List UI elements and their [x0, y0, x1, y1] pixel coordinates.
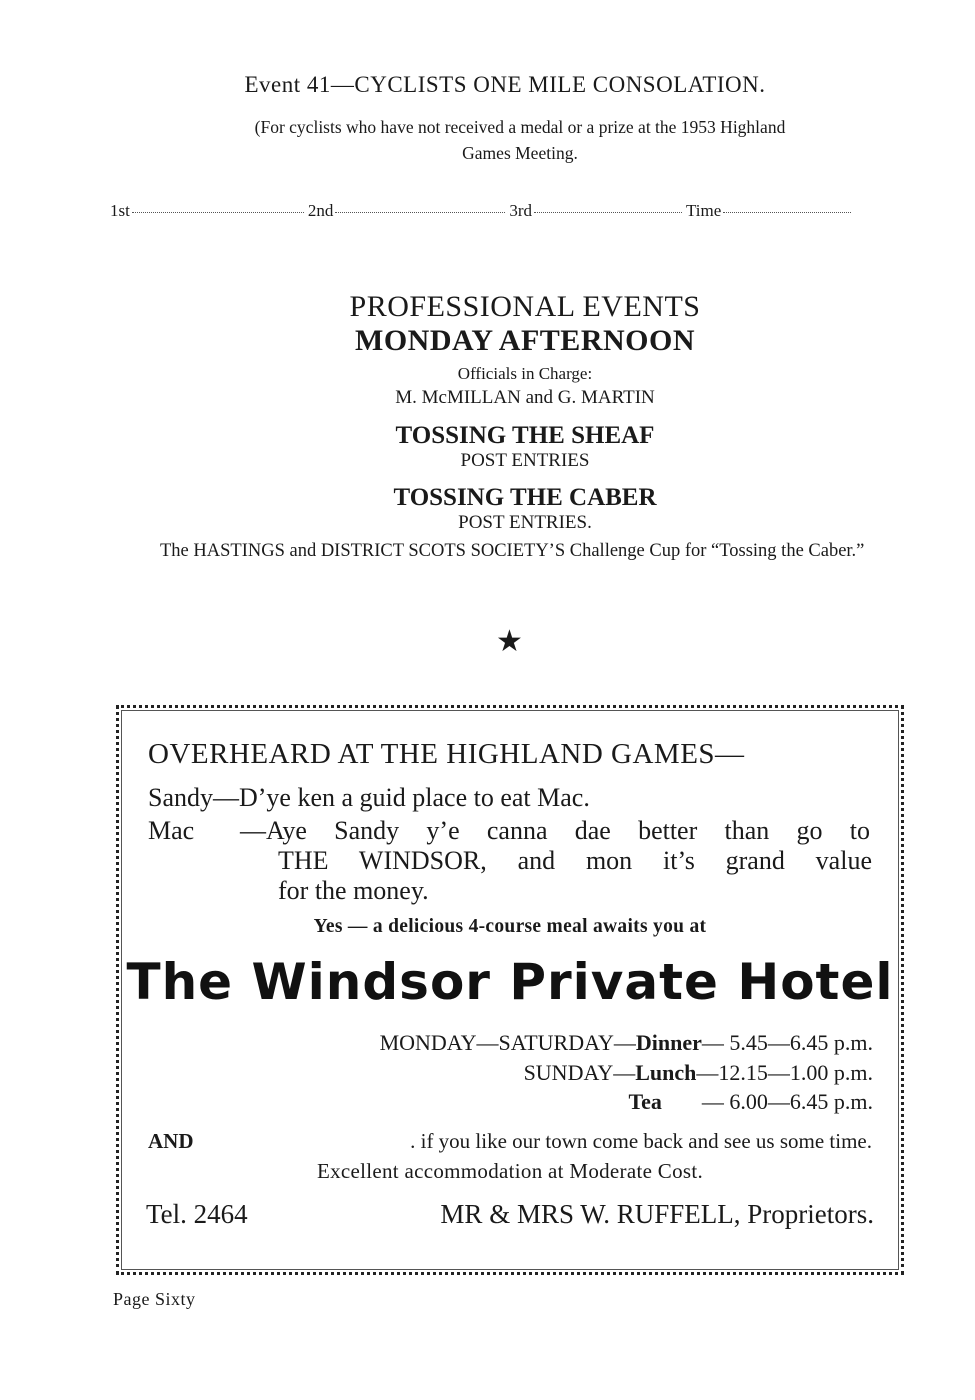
hotel-name: The Windsor Private Hotel — [126, 953, 894, 1011]
event-note — [150, 114, 890, 166]
dinner-time: — 5.45—6.45 p.m. — [701, 1030, 873, 1055]
result-time-label: Time — [686, 201, 722, 220]
page-number: Page Sixty — [113, 1289, 196, 1309]
times-tea — [628, 1089, 873, 1115]
result-first — [110, 201, 308, 221]
tea-label: Tea — [628, 1089, 662, 1114]
result-third-label: 3rd — [509, 201, 533, 220]
times-weekday — [380, 1030, 873, 1056]
event-note-line-2: Games Meeting. — [462, 143, 578, 163]
lunch-time: —12.15—1.00 p.m. — [696, 1060, 873, 1085]
dialogue-sandy: Sandy—D’ye ken a guid place to eat Mac. — [148, 783, 590, 812]
come-back-line — [148, 1129, 872, 1154]
sheaf-title: TOSSING THE SHEAF — [395, 422, 655, 449]
result-time-blank — [723, 211, 851, 213]
result-third — [509, 201, 686, 221]
dialogue-mac-line-2: THE WINDSOR, and mon it’s grand value — [278, 846, 872, 875]
result-time — [686, 201, 855, 221]
dinner-label: Dinner — [635, 1030, 702, 1055]
speaker-mac: Mac — [148, 816, 195, 845]
dialogue-mac-line-2-wrap — [278, 846, 872, 876]
dialogue-mac-line-3: for the money. — [278, 876, 429, 905]
officials-label: Officials in Charge: — [457, 364, 593, 383]
event-title: Event 41—CYCLISTS ONE MILE CONSOLATION. — [244, 72, 766, 97]
sunday-label: SUNDAY— — [523, 1060, 636, 1085]
lunch-label: Lunch — [635, 1060, 697, 1085]
result-second — [308, 201, 510, 221]
telephone: Tel. 2464 — [146, 1199, 248, 1229]
and-word: AND — [148, 1129, 194, 1153]
dialogue-mac-line-1: —Aye Sandy y’e canna dae better than go to — [240, 816, 870, 845]
contact-line — [146, 1199, 874, 1230]
star-icon: ★ — [496, 624, 523, 659]
results-line — [110, 201, 905, 221]
come-back-text: . if you like our town come back and see us some time. — [410, 1129, 872, 1153]
proprietors: MR & MRS W. RUFFELL, Proprietors. — [440, 1199, 874, 1229]
professional-events — [0, 290, 975, 534]
weekday-label: MONDAY—SATURDAY— — [379, 1030, 636, 1055]
challenge-cup-text: The HASTINGS and DISTRICT SCOTS SOCIETY’S Challenge Cup for “Tossing the Caber.” — [160, 541, 865, 561]
result-second-label: 2nd — [307, 201, 334, 220]
professional-subtitle: MONDAY AFTERNOON — [355, 324, 695, 357]
result-first-blank — [132, 211, 304, 213]
caber-entries: POST ENTRIES. — [458, 512, 592, 533]
advert-headline: OVERHEARD AT THE HIGHLAND GAMES— — [148, 738, 745, 770]
times-sunday — [524, 1060, 873, 1086]
accommodation-text: Excellent accommodation at Moderate Cost. — [316, 1159, 704, 1183]
dialogue-mac — [148, 816, 870, 846]
sheaf-entries: POST ENTRIES — [460, 450, 590, 471]
result-first-label: 1st — [110, 201, 130, 220]
result-third-blank — [534, 211, 682, 213]
meal-text: Yes — a delicious 4-course meal awaits you at — [313, 916, 707, 937]
professional-title: PROFESSIONAL EVENTS — [349, 290, 701, 323]
caber-title: TOSSING THE CABER — [393, 484, 657, 511]
tea-time: — 6.00—6.45 p.m. — [701, 1089, 873, 1114]
result-second-blank — [335, 211, 505, 213]
officials-names: M. McMILLAN and G. MARTIN — [395, 387, 655, 408]
event-note-line-1: (For cyclists who have not received a medal or a prize at the 1953 Highland — [254, 117, 786, 137]
